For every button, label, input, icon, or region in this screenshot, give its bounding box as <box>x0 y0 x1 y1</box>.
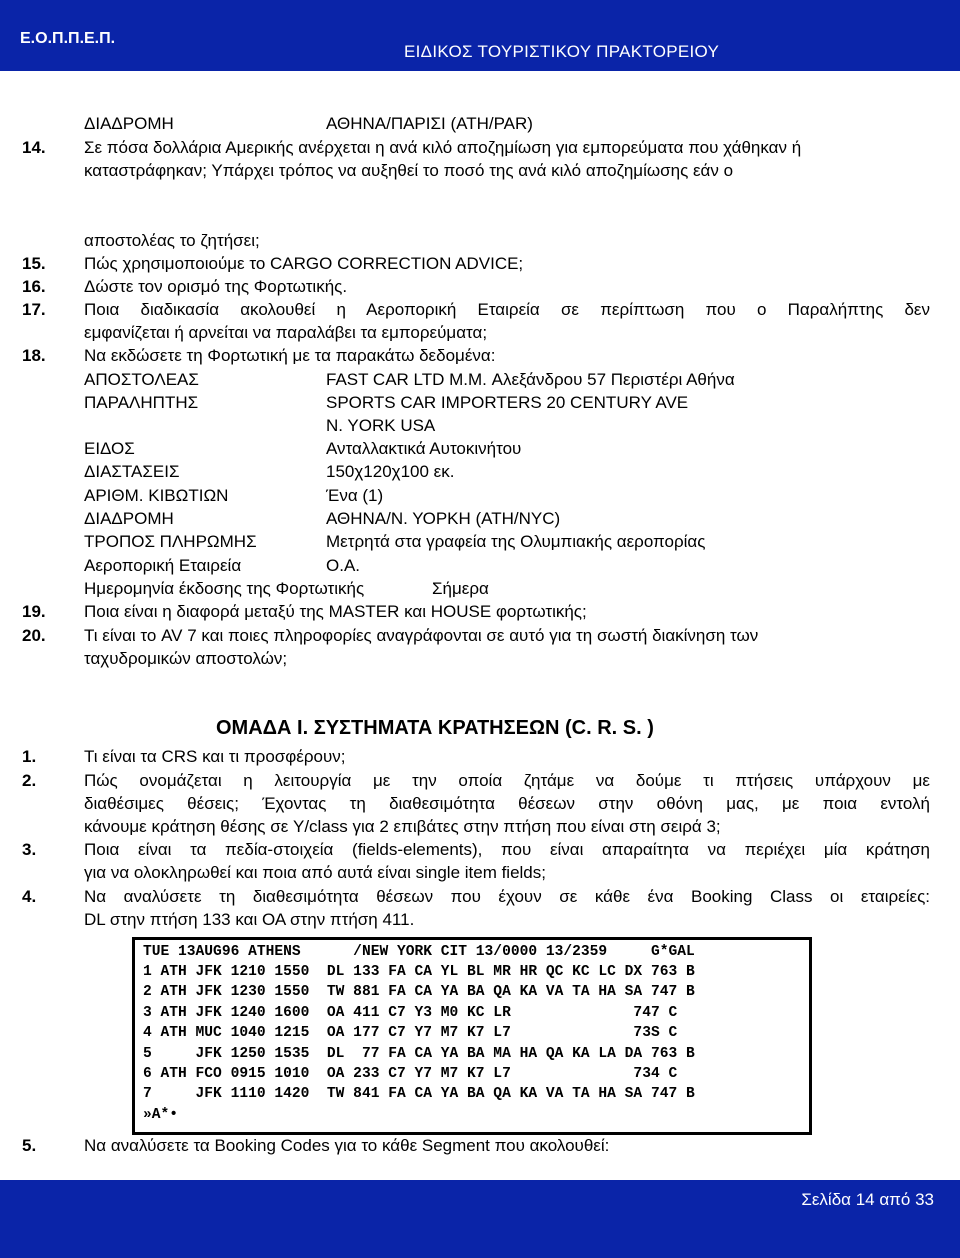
q18-text: Να εκδώσετε τη Φορτωτική με τα παρακάτω δεδομένα: <box>84 346 496 365</box>
q20-line2: ταχυδρομικών αποστολών; <box>84 649 288 668</box>
q19-number: 19. <box>22 602 46 621</box>
q17-line2: εμφανίζεται ή αρνείται να παραλάβει τα εμπορεύματα; <box>84 323 488 342</box>
route-label: ΔΙΑΔΡΟΜΗ <box>84 509 174 528</box>
payment-value: Μετρητά στα γραφεία της Ολυμπιακής αεροπορίας <box>326 532 706 551</box>
header-org: Ε.Ο.Π.Π.Ε.Π. <box>20 30 116 47</box>
terminal-row-6: 6 ATH FCO 0915 1010 OA 233 C7 Y7 M7 K7 L7 734 C <box>143 1066 678 1082</box>
terminal-row-header: TUE 13AUG96 ATHENS /NEW YORK CIT 13/0000 13/2359 G*GAL <box>143 944 695 960</box>
q18-number: 18. <box>22 346 46 365</box>
availability-terminal <box>134 939 810 1133</box>
page-footer <box>0 1180 960 1258</box>
q16-number: 16. <box>22 277 46 296</box>
s5-number: 5. <box>22 1136 37 1155</box>
terminal-row-5: 5 JFK 1250 1535 DL 77 FA CA YA BA MA HA QA KA LA DA 763 B <box>143 1046 695 1062</box>
q16-text: Δώστε τον ορισμό της Φορτωτικής. <box>84 277 348 296</box>
s4-line2: DL στην πτήση 133 και ΟΑ στην πτήση 411. <box>84 910 415 929</box>
shipper-label: ΑΠΟΣΤΟΛΕΑΣ <box>84 370 199 389</box>
s2-number: 2. <box>22 771 37 790</box>
airline-value: Ο.Α. <box>326 556 361 575</box>
boxes-value: Ένα (1) <box>326 486 384 505</box>
route-top-label: ΔΙΑΔΡΟΜΗ <box>84 114 174 133</box>
dims-label: ΔΙΑΣΤΑΣΕΙΣ <box>84 462 180 481</box>
s2-line2-text: διαθέσιμες θέσεις; Έχοντας τη διαθεσιμότητα θέσεων στην οθόνη μας, με ποια εντολή <box>84 794 930 813</box>
consignee-value-line2: N. YORK USA <box>326 416 436 435</box>
q17-number: 17. <box>22 300 46 319</box>
s4-line1 <box>84 887 930 907</box>
type-value: Ανταλλακτικά Αυτοκινήτου <box>326 439 522 458</box>
terminal-row-4: 4 ATH MUC 1040 1215 OA 177 C7 Y7 M7 K7 L7 73S C <box>143 1025 678 1041</box>
page-number: Σελίδα 14 από 33 <box>801 1190 934 1209</box>
section-title: ΟΜΑΔΑ Ι. ΣΥΣΤΗΜΑΤΑ ΚΡΑΤΗΣΕΩΝ (C. R. S. ) <box>216 717 654 739</box>
consignee-value-line1: SPORTS CAR IMPORTERS 20 CENTURY AVE <box>326 393 689 412</box>
q20-line1: Τι είναι το AV 7 και ποιες πληροφορίες αναγράφονται σε αυτό για τη σωστή διακίνηση των <box>84 626 759 645</box>
consignee-label: ΠΑΡΑΛΗΠΤΗΣ <box>84 393 199 412</box>
date-label: Ημερομηνία έκδοσης της Φορτωτικής <box>84 579 365 598</box>
s1-number: 1. <box>22 747 37 766</box>
terminal-row-1: 1 ATH JFK 1210 1550 DL 133 FA CA YL BL MR HR QC KC LC DX 763 B <box>143 964 695 980</box>
q15-text: Πώς χρησιμοποιούμε το CARGO CORRECTION ADVICE; <box>84 254 524 273</box>
s2-line3: κάνουμε κράτηση θέσης σε Y/class για 2 επιβάτες στην πτήση που είναι στη σειρά 3; <box>84 817 721 836</box>
q14-line3: αποστολέας το ζητήσει; <box>84 231 260 250</box>
q14-line2: καταστράφηκαν; Υπάρχει τρόπος να αυξηθεί το ποσό της ανά κιλό αποζημίωσης εάν ο <box>84 161 734 180</box>
terminal-row-7: 7 JFK 1110 1420 TW 841 FA CA YA BA QA KA VA TA HA SA 747 B <box>143 1086 695 1102</box>
s2-line1 <box>84 771 930 791</box>
airline-label: Αεροπορική Εταιρεία <box>84 556 242 575</box>
type-label: ΕΙΔΟΣ <box>84 439 135 458</box>
terminal-prompt: »A*• <box>143 1107 179 1123</box>
terminal-row-3: 3 ATH JFK 1240 1600 OA 411 C7 Y3 M0 KC LR 747 C <box>143 1005 678 1021</box>
route-top-value: ΑΘΗΝΑ/ΠΑΡΙΣΙ (ATH/PAR) <box>326 114 533 133</box>
route-value: ΑΘΗΝΑ/Ν. ΥΟΡΚΗ (ATH/NYC) <box>326 509 561 528</box>
s3-line1 <box>84 840 930 860</box>
s3-line2: για να ολοκληρωθεί και ποια από αυτά είναι single item fields; <box>84 863 546 882</box>
date-value: Σήμερα <box>432 579 489 598</box>
q19-text: Ποια είναι η διαφορά μεταξύ της MASTER και HOUSE φορτωτικής; <box>84 602 587 621</box>
s1-text: Τι είναι τα CRS και τι προσφέρουν; <box>84 747 346 766</box>
s4-line1-text: Να αναλύσετε τη διαθεσιμότητα θέσεων που έχουν σε κάθε ένα Booking Class οι εταιρείες: <box>84 887 930 906</box>
s2-line2 <box>84 794 930 814</box>
shipper-value: FAST CAR LTD M.M. Αλεξάνδρου 57 Περιστέρι Αθήνα <box>326 370 735 389</box>
q14-line1: Σε πόσα δολλάρια Αμερικής ανέρχεται η ανά κιλό αποζημίωση για εμπορεύματα που χάθηκαν ή <box>84 138 802 157</box>
s3-line1-text: Ποια είναι τα πεδία-στοιχεία (fields-elements), που είναι απαραίτητα να περιέχει μία κράτηση <box>84 840 930 859</box>
terminal-row-2: 2 ATH JFK 1230 1550 TW 881 FA CA YA BA QA KA VA TA HA SA 747 B <box>143 984 695 1000</box>
q17-line1-text: Ποια διαδικασία ακολουθεί η Αεροπορική Εταιρεία σε περίπτωση που ο Παραλήπτης δεν <box>84 300 930 319</box>
s4-number: 4. <box>22 887 37 906</box>
q14-number: 14. <box>22 138 46 157</box>
q20-number: 20. <box>22 626 46 645</box>
page-header <box>0 0 960 71</box>
s3-number: 3. <box>22 840 37 859</box>
payment-label: ΤΡΟΠΟΣ ΠΛΗΡΩΜΗΣ <box>84 532 257 551</box>
q17-line1 <box>84 300 930 320</box>
header-title: ΕΙΔΙΚΟΣ ΤΟΥΡΙΣΤΙΚΟΥ ΠΡΑΚΤΟΡΕΙΟΥ <box>404 42 720 61</box>
dims-value: 150χ120χ100 εκ. <box>326 462 455 481</box>
q15-number: 15. <box>22 254 46 273</box>
boxes-label: ΑΡΙΘΜ. ΚΙΒΩΤΙΩΝ <box>84 486 229 505</box>
s5-text: Να αναλύσετε τα Booking Codes για το κάθε Segment που ακολουθεί: <box>84 1136 610 1155</box>
s2-line1-text: Πώς ονομάζεται η λειτουργία με την οποία ζητάμε να δούμε τι πτήσεις υπάρχουν με <box>84 771 930 790</box>
